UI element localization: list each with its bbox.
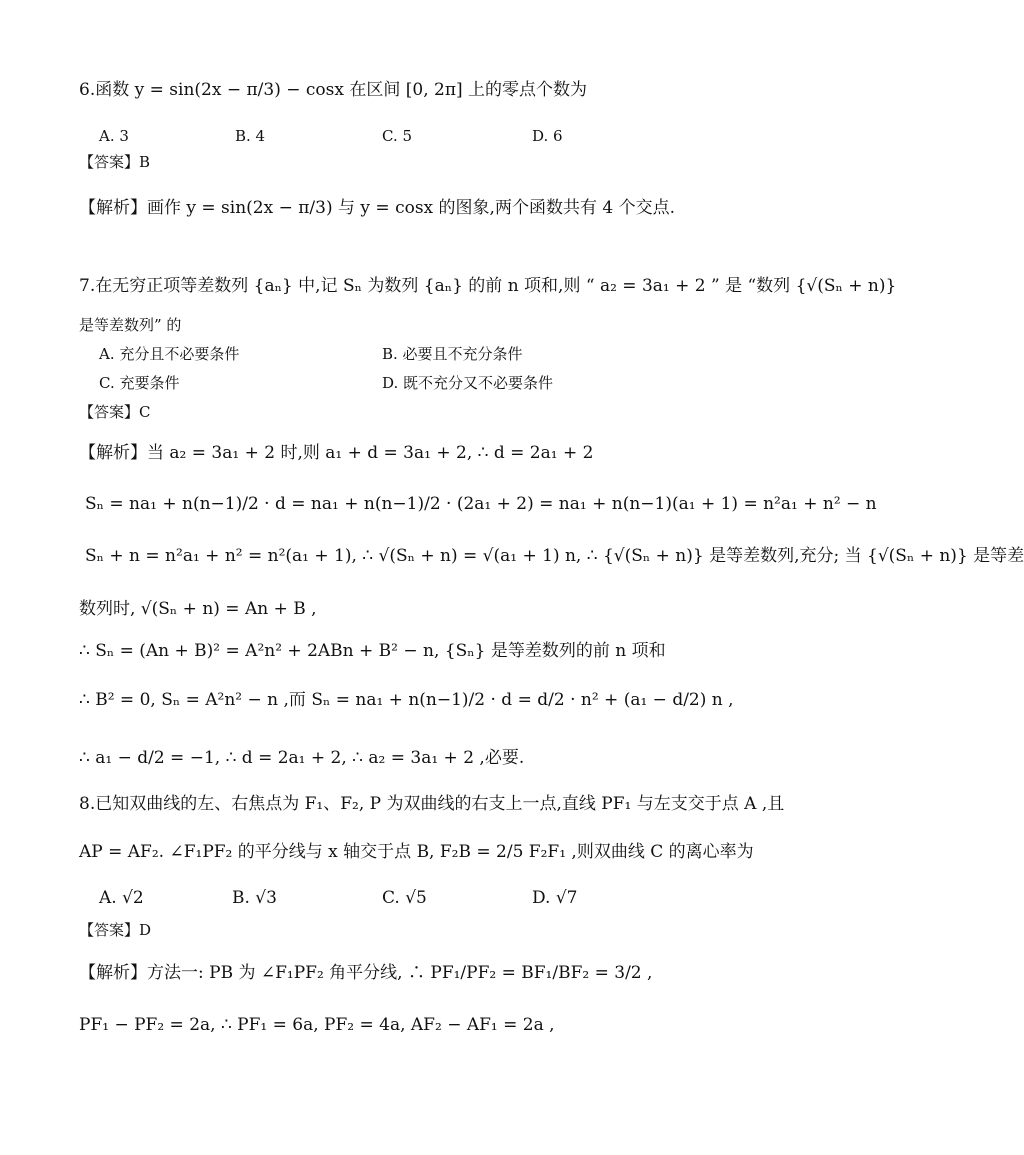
text-line: D. 既不充分又不必要条件 — [382, 374, 554, 392]
text-line: A. 充分且不必要条件 — [99, 345, 240, 363]
text-line: 【解析】画作 y = sin(2x − π/3) 与 y = cosx 的图象,两个函数共有 4 个交点. — [79, 198, 675, 218]
text-line: 【解析】当 a₂ = 3a₁ + 2 时,则 a₁ + d = 3a₁ + 2, ∴ d = 2a₁ + 2 — [79, 443, 594, 463]
text-line: 数列时, √(Sₙ + n) = An + B , — [79, 599, 317, 619]
text-line: 是等差数列” 的 — [79, 316, 182, 334]
text-line: D. 6 — [532, 127, 563, 145]
text-line: D. √7 — [532, 888, 578, 908]
text-line: A. 3 — [99, 127, 129, 145]
text-line: C. 充要条件 — [99, 374, 180, 392]
text-line: B. 4 — [235, 127, 266, 145]
text-line: 8.已知双曲线的左、右焦点为 F₁、F₂, P 为双曲线的右支上一点,直线 PF₁ 与左支交于点 A ,且 — [79, 794, 785, 814]
text-line: Sₙ + n = n²a₁ + n² = n²(a₁ + 1), ∴ √(Sₙ + n) = √(a₁ + 1) n, ∴ {√(Sₙ + n)} 是等差数列,充分; 当 {√(Sₙ + n)} 是等差 — [85, 546, 1024, 566]
text-line: 6.函数 y = sin(2x − π/3) − cosx 在区间 [0, 2π] 上的零点个数为 — [79, 80, 588, 100]
text-line: 【解析】方法一: PB 为 ∠F₁PF₂ 角平分线, ∴ PF₁/PF₂ = BF₁/BF₂ = 3/2 , — [79, 963, 653, 983]
text-line: PF₁ − PF₂ = 2a, ∴ PF₁ = 6a, PF₂ = 4a, AF₂ − AF₁ = 2a , — [79, 1015, 555, 1035]
text-line: 【答案】B — [79, 153, 151, 171]
text-line: AP = AF₂. ∠F₁PF₂ 的平分线与 x 轴交于点 B, F₂B = 2/5 F₂F₁ ,则双曲线 C 的离心率为 — [79, 842, 754, 862]
text-line: ∴ a₁ − d/2 = −1, ∴ d = 2a₁ + 2, ∴ a₂ = 3a₁ + 2 ,必要. — [79, 748, 525, 768]
text-line: B. √3 — [232, 888, 277, 908]
text-line: Sₙ = na₁ + n(n−1)/2 · d = na₁ + n(n−1)/2 · (2a₁ + 2) = na₁ + n(n−1)(a₁ + 1) = n²a₁ + n² − n — [85, 494, 877, 514]
text-line: B. 必要且不充分条件 — [382, 345, 523, 363]
text-line: 【答案】C — [79, 403, 151, 421]
text-line: ∴ Sₙ = (An + B)² = A²n² + 2ABn + B² − n, {Sₙ} 是等差数列的前 n 项和 — [79, 641, 666, 661]
text-line: C. √5 — [382, 888, 427, 908]
text-line: C. 5 — [382, 127, 413, 145]
text-line: 7.在无穷正项等差数列 {aₙ} 中,记 Sₙ 为数列 {aₙ} 的前 n 项和,则 “ a₂ = 3a₁ + 2 ” 是 “数列 {√(Sₙ + n)} — [79, 276, 897, 296]
text-line: 【答案】D — [79, 921, 152, 939]
text-line: A. √2 — [99, 888, 144, 908]
text-line: ∴ B² = 0, Sₙ = A²n² − n ,而 Sₙ = na₁ + n(n−1)/2 · d = d/2 · n² + (a₁ − d/2) n , — [79, 690, 734, 710]
